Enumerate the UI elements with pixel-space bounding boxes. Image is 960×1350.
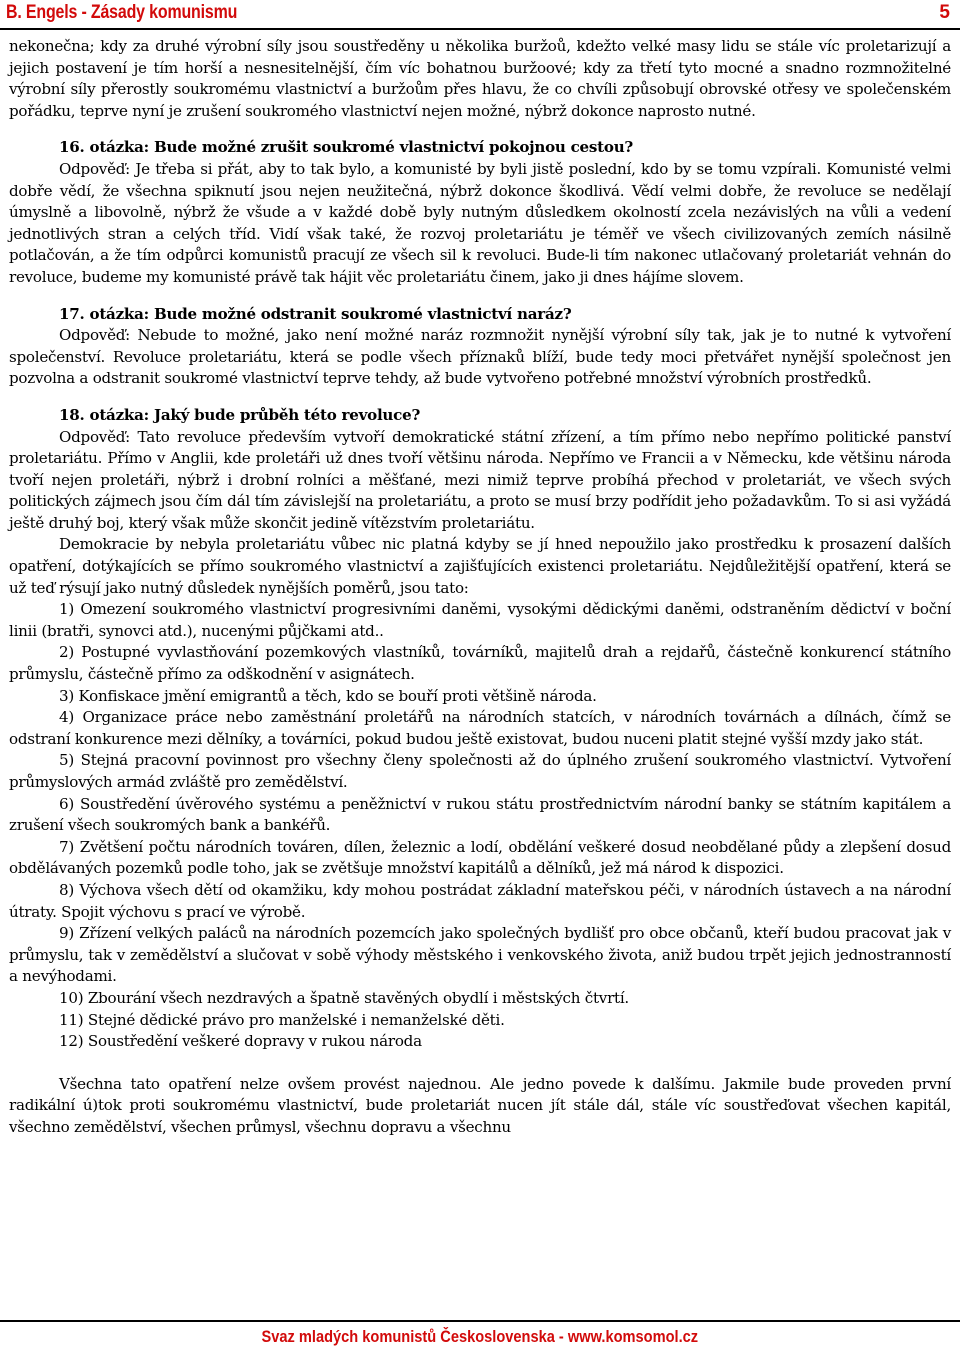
question-16-heading: 16. otázka: Bude možné zrušit soukromé vlastnictví pokojnou cestou? bbox=[59, 138, 634, 157]
measure-item: 9) Zřízení velkých paláců na národních pozemcích jako společných bydlišť pro obce občanů, kteří budou pracovat jak v průmyslu, tak v zemědělství a slučovat v sobě výhody městského i venkovského života, aniž budou trpět jejich jednostranností a nevýhodami. bbox=[9, 924, 951, 986]
answer-17: Odpověď: Nebude to možné, jako není možné naráz rozmnožit nynější výrobní síly tak, jak je to nutné k vytvoření společenství. Revoluce proletariátu, která se podle všech příznaků blíží, bude tedy moci přetvářet nynější společnost jen pozvolna a odstranit soukromé vlastnictví teprve tehdy, až bude vytvořeno potřebné množství výrobních prostředků. bbox=[9, 326, 951, 388]
measure-item: 4) Organizace práce nebo zaměstnání proletářů na národních statcích, v národních továrnách a dílnách, čímž se odstraní konkurence mezi dělníky, a továrníci, pokud budou ještě existovat, budou nuceni platit stejné vyšší mzdy jako stát. bbox=[9, 708, 951, 748]
closing-paragraph: Všechna tato opatření nelze ovšem provést najednou. Ale jedno povede k dalšímu. Jakmile bude proveden první radikální ú)tok proti soukromému vlastnictví, bude proletariát nucen jít stále dál, stále víc soustřeďovat všechen kapitál, všechno zemědělství, všechen průmysl, všechnu dopravu a všechnu bbox=[9, 1074, 951, 1136]
document-title: B. Engels - Zásady komunismu bbox=[6, 2, 238, 23]
question-17-heading: 17. otázka: Bude možné odstranit soukromé vlastnictví naráz? bbox=[59, 304, 572, 323]
measure-item: 7) Zvětšení počtu národních továren, dílen, železnic a lodí, obdělání veškeré dosud neobdělané půdy a zlepšení dosud obdělávaných pozemků podle toho, jak se zvětšuje množství kapitálů a dělníků, jež má národ k dispozici. bbox=[9, 837, 951, 878]
page-header bbox=[0, 0, 960, 30]
footer-text: Svaz mladých komunistů Československa - www.komsomol.cz bbox=[261, 1327, 699, 1346]
question-18-heading: 18. otázka: Jaký bude průběh této revoluce? bbox=[59, 405, 421, 424]
page-footer bbox=[0, 1320, 960, 1350]
page-number: 5 bbox=[939, 2, 950, 23]
document-body bbox=[9, 36, 951, 1139]
measure-item: 3) Konfiskace jmění emigrantů a těch, kdo se bouří proti většině národa. bbox=[59, 686, 597, 705]
measure-item: 5) Stejná pracovní povinnost pro všechny členy společnosti až do úplného zrušení soukromého vlastnictví. Vytvoření průmyslových armád zvláště pro zemědělství. bbox=[9, 751, 951, 791]
paragraph-continuation: nekonečna; kdy za druhé výrobní síly jsou soustředěny u několika buržoů, kdežto velké masy lidu se stále víc proletarizují a jejich postavení je tím horší a nesnesitelnější, čím víc bohatnou buržoové; kdy za třetí tyto mocné a snadno rozmnožitelné výrobní síly přerostly soukromému vlastnictví a buržoům přes hlavu, že co chvíli způsobují obrovské otřesy ve společenském pořádku, teprve nyní je zrušení soukromého vlastnictví nejen možné, nýbrž dokonce naprosto nutné. bbox=[9, 37, 951, 120]
measure-item: 6) Soustředění úvěrového systému a peněžnictví v rukou státu prostřednictvím národní banky se státním kapitálem a zrušení všech soukromých bank a bankéřů. bbox=[9, 794, 951, 835]
measure-item: 8) Výchova všech dětí od okamžiku, kdy mohou postrádat základní mateřskou péči, v národních ústavech a na národní útraty. Spojit výchovu s prací ve výrobě. bbox=[9, 880, 951, 921]
answer-16: Odpověď: Je třeba si přát, aby to tak bylo, a komunisté by byli jistě poslední, kdo by se tomu vzpírali. Komunisté velmi dobře vědí, že všechna spiknutí jsou nejen neužitečná, nýbrž dokonce škodlivá. Vědí velmi dobře, že revoluce se nedělají úmyslně a libovolně, nýbrž že všude a v každé době byly nutným důsledkem okolností zcela nezávislých na vůli a vedení jednotlivých stran a celých tříd. Vidí však také, že rozvoj proletariátu je téměř ve všech civilizovaných zemích násilně potlačován, a že tím odpůrci komunistů pracují ze všech sil k revoluci. Bude-li tím nakonec utlačovaný proletariát vehnán do revoluce, budeme my komunisté právě tak hájit věc proletariátu činem, jako ji dnes hájíme slovem. bbox=[9, 159, 951, 286]
democracy-paragraph: Demokracie by nebyla proletariátu vůbec nic platná kdyby se jí hned nepoužilo jako prostředku k prosazení dalších opatření, dotýkajících se přímo soukromého vlastnictví a zajišťujících existenci proletariátu. Nejdůležitější opatření, která se už teď rýsují jako nutný důsledek nynějších poměrů, jsou tato: bbox=[9, 535, 951, 597]
measure-item: 2) Postupné vyvlastňování pozemkových vlastníků, továrníků, majitelů drah a rejdařů, částečně konkurencí státního průmyslu, částečně přímo za odškodnění v asignátech. bbox=[9, 643, 951, 684]
measure-item: 10) Zbourání všech nezdravých a špatně stavěných obydlí i městských čtvrtí. bbox=[59, 988, 629, 1007]
answer-18: Odpověď: Tato revoluce především vytvoří demokratické státní zřízení, a tím přímo nebo nepřímo politické panství proletariátu. Přímo v Anglii, kde proletáři už dnes tvoří většinu národa. Nepřímo ve Francii a v Německu, kde většinu národa tvoří nejen proletáři, nýbrž i drobní rolníci a měšťané, mezi nimiž teprve probíhá přechod v proletariát, ve všech svých politických zájmech jsou čím dál tím závislejší na proletariátu, a proto se musí brzy podřídit jeho požadavkům. To si asi vyžádá ještě druhý boj, který však může skončit jedině vítězstvím proletariátu. bbox=[9, 427, 951, 532]
measure-item: 1) Omezení soukromého vlastnictví progresivními daněmi, vysokými dědickými daněmi, odstraněním dědictví v boční linii (bratři, synovci atd.), nucenými půjčkami atd.. bbox=[9, 600, 951, 640]
measure-item: 11) Stejné dědické právo pro manželské i nemanželské děti. bbox=[59, 1010, 505, 1029]
measure-item: 12) Soustředění veškeré dopravy v rukou národa bbox=[59, 1032, 422, 1051]
